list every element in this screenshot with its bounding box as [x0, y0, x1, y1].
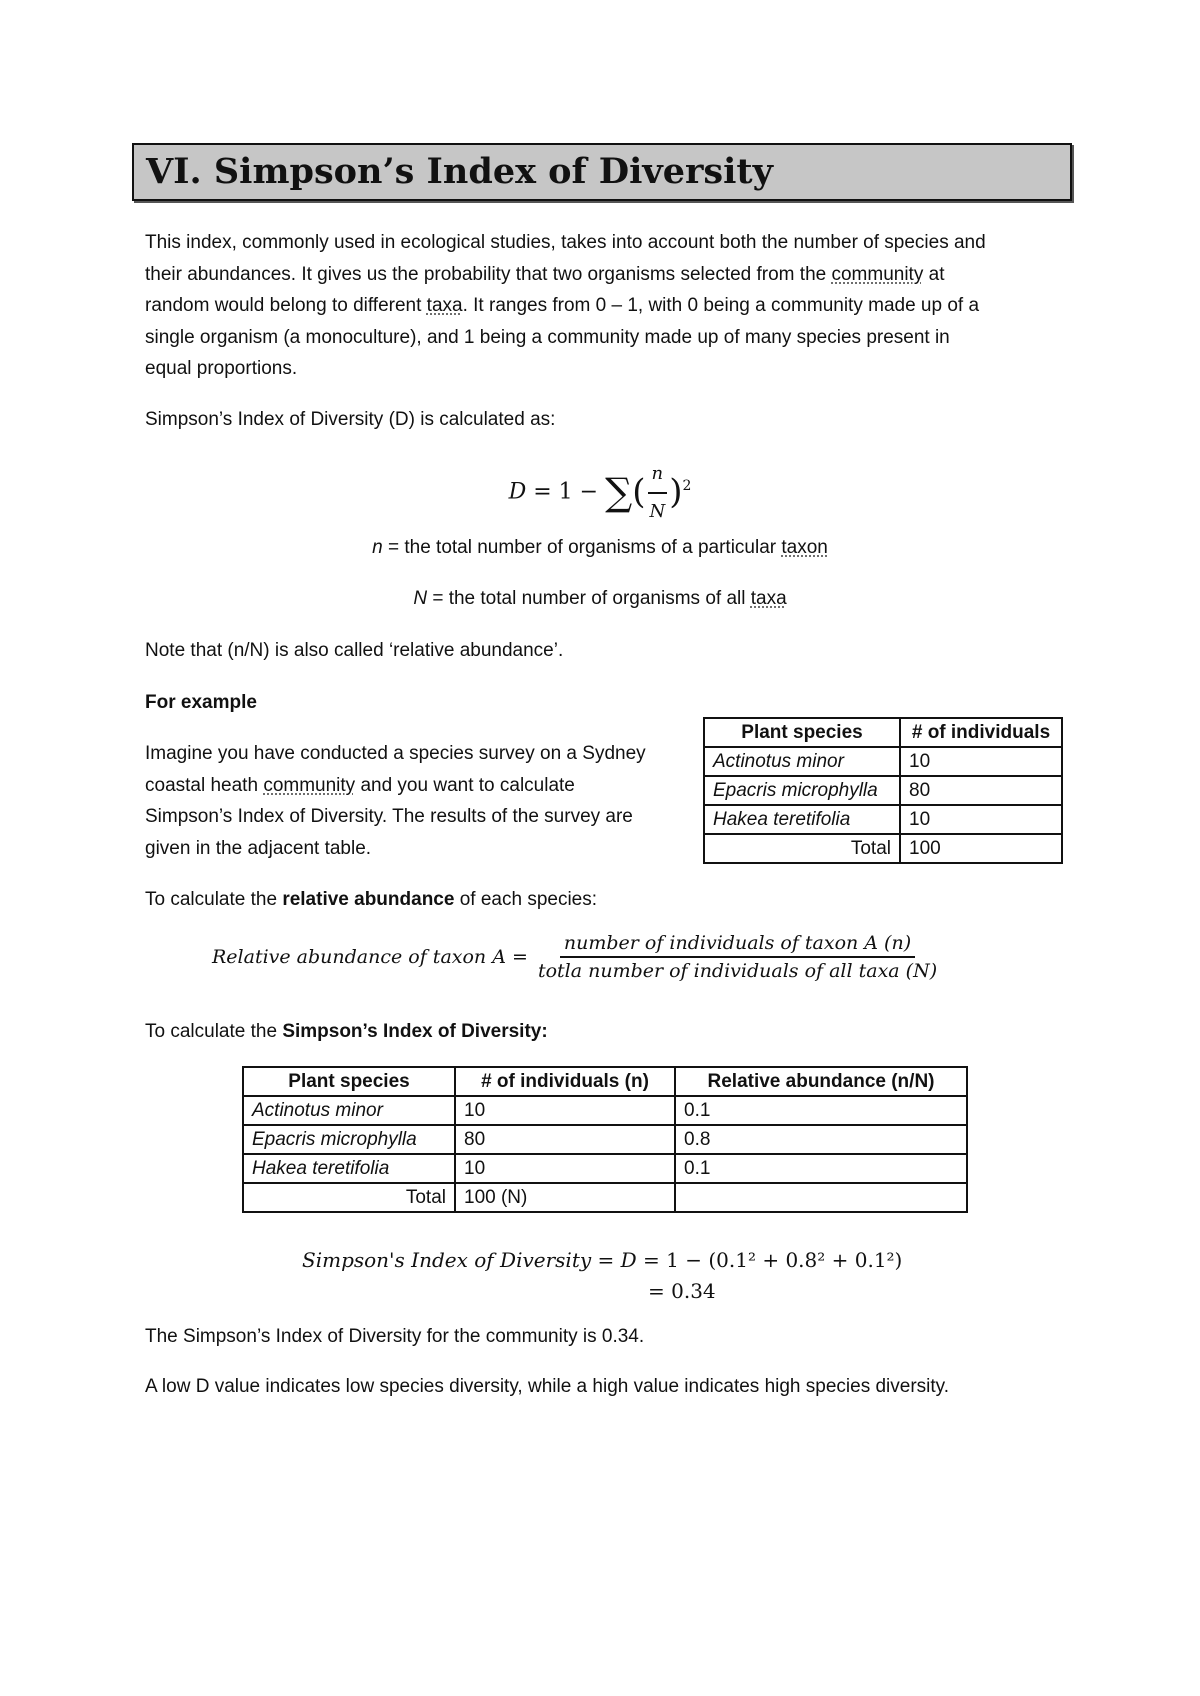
- table-cell-species: Epacris microphylla: [243, 1125, 455, 1154]
- table-total-label: Total: [704, 834, 900, 863]
- definition-n: [0, 532, 1200, 564]
- line-bold: Simpson’s Index of Diversity:: [282, 1021, 548, 1042]
- def-var: n: [372, 537, 383, 558]
- rel-formula-denominator: totla number of individuals of all taxa (N): [537, 960, 938, 982]
- table-header-row: [704, 718, 1062, 747]
- intro-text: their abundances. It gives us the probability that two organisms selected from the: [145, 263, 832, 285]
- def-word-taxa: taxa: [750, 588, 787, 609]
- table-row: [704, 805, 1062, 834]
- formula-eq: = 1 −: [526, 479, 606, 505]
- paren-right: ): [669, 471, 683, 512]
- table-total-value: 100: [900, 834, 1062, 863]
- table-cell-species: Hakea teretifolia: [704, 805, 900, 834]
- intro-text: at: [923, 263, 945, 285]
- table-header: Plant species: [704, 718, 900, 747]
- simpson-formula: [0, 458, 1200, 527]
- rel-formula-numerator: number of individuals of taxon A (n): [560, 932, 915, 958]
- example-text: and you want to calculate: [355, 774, 575, 796]
- intro-text: random would belong to different: [145, 295, 427, 316]
- table-row: [243, 1125, 967, 1154]
- table-header: # of individuals: [900, 718, 1062, 747]
- fraction-denominator: N: [649, 500, 666, 522]
- def-text: = the total number of organisms of a particular: [382, 537, 782, 558]
- formula-d: D: [508, 479, 527, 505]
- table-cell-relative: 0.1: [675, 1096, 967, 1125]
- rel-formula-lhs: Relative abundance of taxon A =: [212, 946, 534, 968]
- intro-paragraph: [145, 227, 1070, 385]
- table-row: [243, 1096, 967, 1125]
- table-row: [704, 776, 1062, 805]
- table-header-row: [243, 1067, 967, 1096]
- section-title: VI. Simpson’s Index of Diversity: [146, 151, 773, 192]
- intro-word-community: community: [831, 263, 924, 285]
- paren-left: (: [632, 471, 646, 512]
- line-text: of each species:: [454, 889, 598, 910]
- intro-line: This index, commonly used in ecological studies, takes into account both the number of species and: [145, 232, 986, 253]
- table-cell-count: 10: [900, 805, 1062, 834]
- example-heading: For example: [145, 692, 257, 713]
- interpretation-text: A low D value indicates low species diversity, while a high value indicates high species diversity.: [145, 1376, 950, 1397]
- relative-abundance-formula: [212, 932, 941, 982]
- table-header: # of individuals (n): [455, 1067, 675, 1096]
- def-word-taxon: taxon: [781, 537, 828, 558]
- table-total-label: Total: [243, 1183, 455, 1212]
- table-cell-species: Hakea teretifolia: [243, 1154, 455, 1183]
- formula-fraction: [645, 458, 669, 527]
- sigma-symbol: ∑: [605, 469, 633, 514]
- formula-exponent: 2: [682, 478, 692, 495]
- fraction-numerator: n: [648, 458, 668, 494]
- table-row: [243, 1154, 967, 1183]
- section-heading-box: [132, 143, 1072, 201]
- table-header: Plant species: [243, 1067, 455, 1096]
- intro-line: [145, 259, 1070, 291]
- definition-N: [0, 583, 1200, 615]
- table-header: Relative abundance (n/N): [675, 1067, 967, 1096]
- calculation-table: [242, 1066, 968, 1213]
- example-text: coastal heath: [145, 774, 264, 796]
- survey-table: [703, 717, 1063, 864]
- def-var: N: [413, 588, 428, 609]
- simpson-calc-line: [145, 1016, 548, 1048]
- line-text: To calculate the: [145, 1021, 283, 1042]
- table-cell-count: 10: [900, 747, 1062, 776]
- table-cell-species: Epacris microphylla: [704, 776, 900, 805]
- table-cell-count: 10: [455, 1154, 675, 1183]
- example-line: [145, 770, 685, 802]
- result-formula-line1: [302, 1245, 902, 1277]
- example-word-community: community: [263, 774, 356, 796]
- table-cell-species: Actinotus minor: [704, 747, 900, 776]
- table-row: [704, 747, 1062, 776]
- note-text: Note that (n/N) is also called ‘relative abundance’.: [145, 640, 564, 661]
- result-lhs: Simpson's Index of Diversity = D =: [302, 1248, 667, 1272]
- example-line: given in the adjacent table.: [145, 837, 372, 859]
- table-cell-count: 10: [455, 1096, 675, 1125]
- table-total-relative: [675, 1183, 967, 1212]
- intro-line: single organism (a monoculture), and 1 being a community made up of many species present in: [145, 326, 950, 348]
- calc-label: Simpson’s Index of Diversity (D) is calculated as:: [145, 409, 556, 430]
- table-cell-relative: 0.1: [675, 1154, 967, 1183]
- conclusion-text: The Simpson’s Index of Diversity for the community is 0.34.: [145, 1326, 645, 1347]
- table-cell-species: Actinotus minor: [243, 1096, 455, 1125]
- example-line: Imagine you have conducted a species survey on a Sydney: [145, 743, 646, 764]
- table-cell-count: 80: [455, 1125, 675, 1154]
- rel-formula-fraction: [534, 932, 941, 982]
- result-expression: 1 − (0.1² + 0.8² + 0.1²): [666, 1248, 903, 1272]
- table-total-row: [243, 1183, 967, 1212]
- example-line: Simpson’s Index of Diversity. The results of the survey are: [145, 806, 633, 827]
- intro-line: equal proportions.: [145, 358, 298, 379]
- table-cell-relative: 0.8: [675, 1125, 967, 1154]
- intro-text: . It ranges from 0 – 1, with 0 being a community made up of a: [462, 295, 980, 316]
- table-cell-count: 80: [900, 776, 1062, 805]
- example-paragraph: [145, 738, 685, 864]
- relative-abundance-line: [145, 884, 597, 916]
- table-total-row: [704, 834, 1062, 863]
- line-bold: relative abundance: [282, 889, 455, 910]
- intro-word-taxa: taxa: [426, 295, 463, 316]
- result-formula-line2: = 0.34: [648, 1279, 716, 1303]
- intro-line: [145, 290, 1070, 322]
- table-total-value: 100 (N): [455, 1183, 675, 1212]
- line-text: To calculate the: [145, 889, 283, 910]
- def-text: = the total number of organisms of all: [427, 588, 751, 609]
